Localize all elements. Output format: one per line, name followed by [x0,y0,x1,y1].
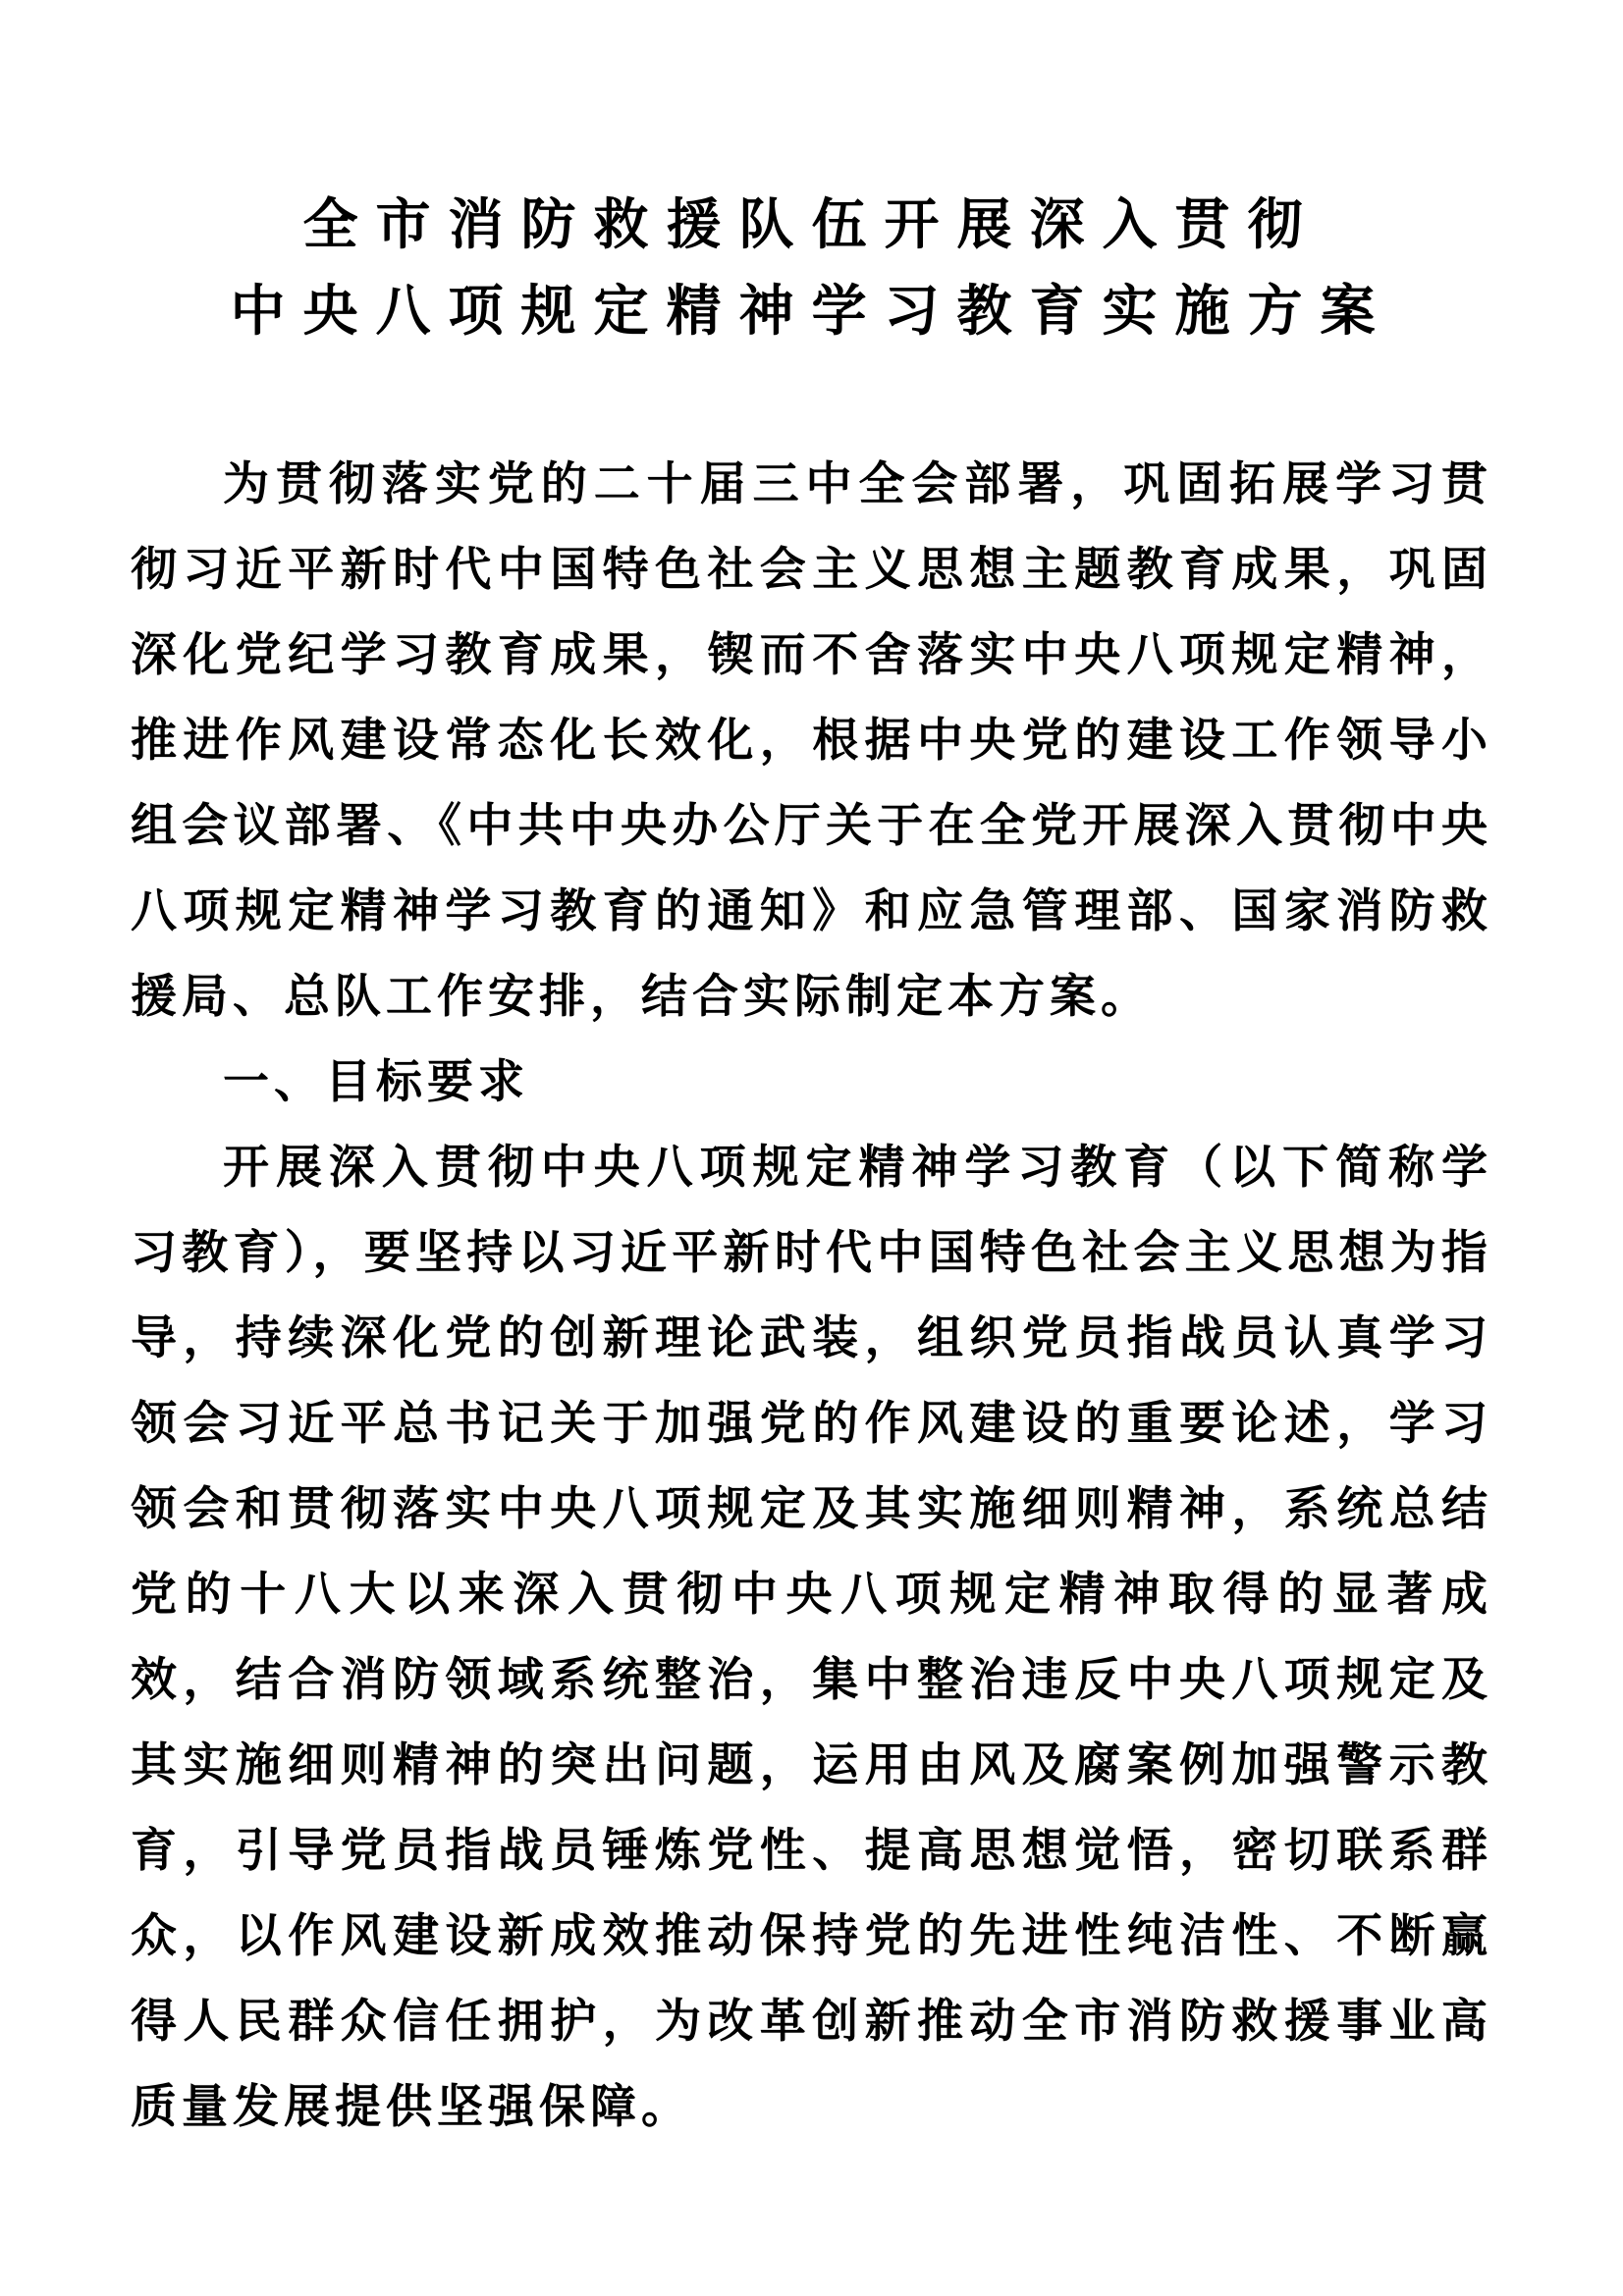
paragraph-goals-body: 开展深入贯彻中央八项规定精神学习教育（以下简称学习教育），要坚持以习近平新时代中国特色社会主义思想为指导，持续深化党的创新理论武装，组织党员指战员认真学习领会习近平总书记关于加强党的作风建设的重要论述，学习领会和贯彻落实中央八项规定及其实施细则精神，系统总结党的十八大以来深入贯彻中央八项规定精神取得的显著成效，结合消防领域系统整治，集中整治违反中央八项规定及其实施细则精神的突出问题，运用由风及腐案例加强警示教育，引导党员指战员锤炼党性、提高思想觉悟，密切联系群众，以作风建设新成效推动保持党的先进性纯洁性、不断赢得人民群众信任拥护，为改革创新推动全市消防救援事业高质量发展提供坚强保障。 [131,1141,1492,2132]
paragraph-intro: 为贯彻落实党的二十届三中全会部署，巩固拓展学习贯彻习近平新时代中国特色社会主义思想主题教育成果，巩固深化党纪学习教育成果，锲而不舍落实中央八项规定精神，推进作风建设常态化长效化，根据中央党的建设工作领导小组会议部署、《中共中央办公厅关于在全党开展深入贯彻中央八项规定精神学习教育的通知》和应急管理部、国家消防救援局、总队工作安排，结合实际制定本方案。 [131,457,1492,1022]
title-body-spacer [131,354,1492,441]
document-title-line-1: 全市消防救援队伍开展深入贯彻 [302,193,1321,255]
document-title-line-2: 中央八项规定精神学习教育实施方案 [230,280,1393,342]
document-body [131,441,1492,2149]
document-title [131,182,1492,354]
section-heading-goals: 一、目标要求 [223,1055,529,1107]
